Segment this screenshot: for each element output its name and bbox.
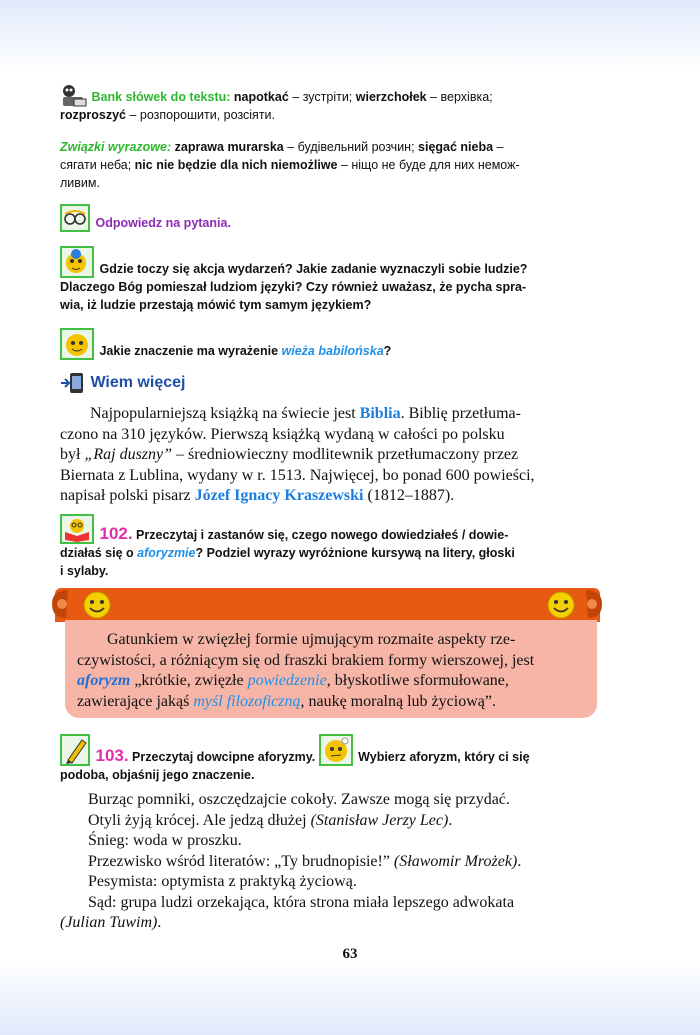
know-more-text: Najpopularniejszą książką na świecie jest Biblia. Biblię przetłuma- czono na 310 języków. Pierwszą książką wydaną w całości po polsku był „Raj duszny” – średniowieczny modlitewnik przetłumaczony przez Biernata z Lublina, wydany w r. 1513. Najwięcej, bo ponad 600 powieści, napisał polski pisarz Józef Ignacy Kraszewski (1812–1887). (60, 405, 535, 504)
thinking-face-icon (319, 734, 353, 766)
phrases-label: Związki wyrazowe: (60, 140, 172, 154)
reader-icon (60, 84, 88, 106)
vocabulary-bank: Bank słówek do tekstu: napotkać – зустріти; wierzchołek – верхівка; rozproszyć – розпорошити, розсіяти. (60, 84, 600, 124)
aphorism-item: Przezwisko wśród literatów: „Ty brudnopisie!” (Sławomir Mrożek). (88, 852, 522, 870)
vocabulary-label: Bank słówek do tekstu: (91, 90, 231, 104)
phrases-block: Związki wyrazowe: zaprawa murarska – будівельний розчин; sięgać nieba – сягати неба; nic nie będzie dla nich niemożliwe – ніщо не буде для них немож- ливим. (60, 140, 520, 190)
question-block-1: Gdzie toczy się akcja wydarzeń? Jakie zadanie wyznaczyli sobie ludzie? Dlaczego Bóg pomieszał ludziom języki? Czy również uważasz, że pycha spra- wia, iż ludzie przestają mówić tym samym językiem? (60, 246, 600, 314)
pencil-icon (60, 734, 90, 766)
answer-questions-heading: Odpowiedz na pytania. (60, 204, 600, 232)
exercise-102: 102. Przeczytaj i zastanów się, czego nowego dowiedziałeś / dowie- działaś się o aforyzmie? Podziel wyrazy wyróżnione kursywą na litery, głoski i sylaby. (60, 514, 600, 580)
smiley-icon (546, 590, 576, 620)
question-block-2: Jakie znaczenie ma wyrażenie wieża babilońska? (60, 328, 600, 360)
smiley-icon (60, 328, 94, 360)
aphorism-item: Śnieg: woda w proszku. (88, 832, 242, 849)
page-number: 63 (342, 946, 358, 962)
exercise-103: 103. Przeczytaj dowcipne aforyzmy. Wybierz aforyzm, który ci się podoba, objaśnij jego znaczenie. (60, 734, 600, 784)
aphorism-definition: Gatunkiem w zwięzłej formie ujmującym rozmaite aspekty rze- czywistości, a różniącym się od fraszki brakiem formy wierszowej, jest aforyzm „krótkie, zwięzłe powiedzenie, błyskotliwe sformułowane, zawierające jakąś myśl filozoficzną, naukę moralną lub życiową”. (65, 620, 597, 718)
aphorism-item: Pesymista: optymista z praktyką życiową. (88, 873, 357, 890)
aphorism-list (60, 790, 600, 934)
aphorism-item: Sąd: grupa ludzi orzekająca, która strona miała lepszego adwokata (88, 893, 515, 911)
know-more-heading: Wiem więcej (60, 372, 600, 392)
thinking-face-icon (60, 246, 94, 278)
aphorism-item: (Julian Tuwim). (60, 914, 162, 931)
tablet-icon (60, 372, 86, 392)
glasses-icon (60, 204, 90, 232)
reading-book-icon (60, 514, 94, 544)
aphorism-item: Otyli żyją krócej. Ale jedzą dłużej (Stanisław Jerzy Lec). (88, 811, 453, 829)
aphorism-item: Burząc pomniki, oszczędzajcie cokoły. Zawsze mogą się przydać. (88, 791, 510, 808)
smiley-icon (82, 590, 112, 620)
definition-banner (55, 588, 600, 622)
